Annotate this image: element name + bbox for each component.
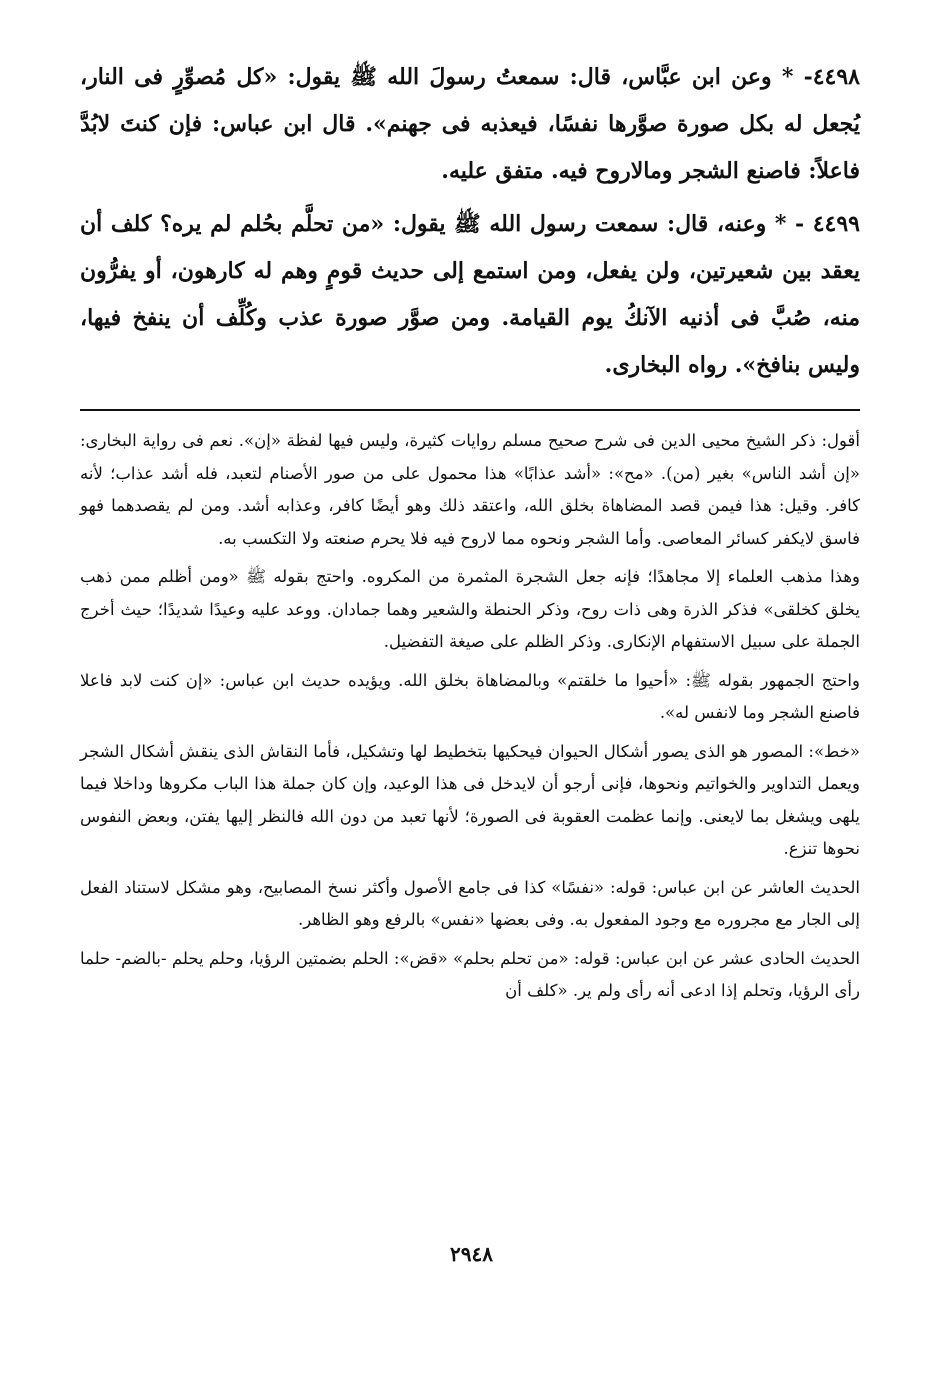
commentary-paragraph: الحديث العاشر عن ابن عباس: قوله: «نفسًا» كذا فى جامع الأصول وأكثر نسخ المصابيح، وهو مشكل لاستناد الفعل إلى الجار مع مجروره مع وجود المفعول به. وفى بعضها «نفس» بالرفع وهو الظاهر. [80,877,860,929]
commentary-paragraph: واحتج الجمهور بقوله ﷺ: «أحيوا ما خلقتم» وبالمضاهاة بخلق الله. ويؤيده حديث ابن عباس: «إن كنت لابد فاعلا فاصنع الشجر وما لانفس له». [80,670,860,722]
commentary-paragraph: الحديث الحادى عشر عن ابن عباس: قوله: «من تحلم بحلم» «قض»: الحلم بضمتين الرؤيا، وحلم يحلم -بالضم- حلما رأى الرؤيا، وتحلم إذا ادعى أنه رأى ولم ير. «كلف أن [80,948,860,1000]
commentary-paragraph: «خط»: المصور هو الذى يصور أشكال الحيوان فيحكيها بتخطيط لها وتشكيل، فأما النقاش الذى ينقش أشكال الشجر ويعمل التداوير والخواتيم ونحوها، فإنى أرجو أن لايدخل فى هذا الوعيد، وإن كان جملة هذا الباب مكروها وداخلا فيما يلهى ويشغل بما لايعنى. وإنما عظمت العقوبة فى الصورة؛ لأنها تعبد من دون الله فالنظر إليها يفتن، وبعض النفوس نحوها تنزع. [80,741,860,858]
document-page [80,54,860,1374]
separator-line [80,409,860,411]
page-number: ٢٩٤٨ [450,1242,493,1266]
hadith-4499: ٤٤٩٩ - * وعنه، قال: سمعت رسول الله ﷺ يقول: «من تحلَّم بحُلم لم يره؟ كلف أن يعقد بين شعيرتين، ولن يفعل، ومن استمع إلى حديث قومٍ وهم له كارهون، أو يفرُّون منه، صُبَّ فى أذنيه الآنكُ يوم القيامة. ومن صوَّر صورة عذب وكُلِّف أن ينفخ فيها، وليس بنافخ». رواه البخارى. [80,211,860,378]
hadith-text [80,54,860,389]
hadith-4498: ٤٤٩٨- * وعن ابن عبَّاس، قال: سمعتُ رسولَ الله ﷺ يقول: «كل مُصوِّرٍ فى النار، يُجعل له بكل صورة صوَّرها نفسًا، فيعذبه فى جهنم». قال ابن عباس: فإن كنتَ لابُدَّ فاعلاً: فاصنع الشجر ومالاروح فيه. متفق عليه. [80,64,860,184]
commentary-paragraph: أقول: ذكر الشيخ محيى الدين فى شرح صحيح مسلم روايات كثيرة، وليس فيها لفظة «إن». نعم فى رواية البخارى: «إن أشد الناس» بغير (من). «مح»: «أشد عذابًا» هذا محمول على من صور الأصنام لتعبد، فله أشد عذاب؛ لأنه كافر. وقيل: هذا فيمن قصد المضاهاة بخلق الله، واعتقد ذلك وهو أيضًا كافر، وعذابه أشد. ومن لم يقصدهما فهو فاسق لايكفر كسائر المعاصى. وأما الشجر ونحوه مما لاروح فيه فلا يحرم صنعته ولا التكسب به. [80,431,860,548]
commentary-paragraph: وهذا مذهب العلماء إلا مجاهدًا؛ فإنه جعل الشجرة المثمرة من المكروه. واحتج بقوله ﷺ «ومن أظلم ممن ذهب يخلق كخلقى» فذكر الذرة وهى ذات روح، وذكر الحنطة والشعير وهما جمادان. ووعد عليه وعيدًا شديدًا؛ حيث أخرج الجملة على سبيل الاستفهام الإنكارى. وذكر الظلم على صيغة التفضيل. [80,567,860,651]
commentary [80,425,860,1008]
